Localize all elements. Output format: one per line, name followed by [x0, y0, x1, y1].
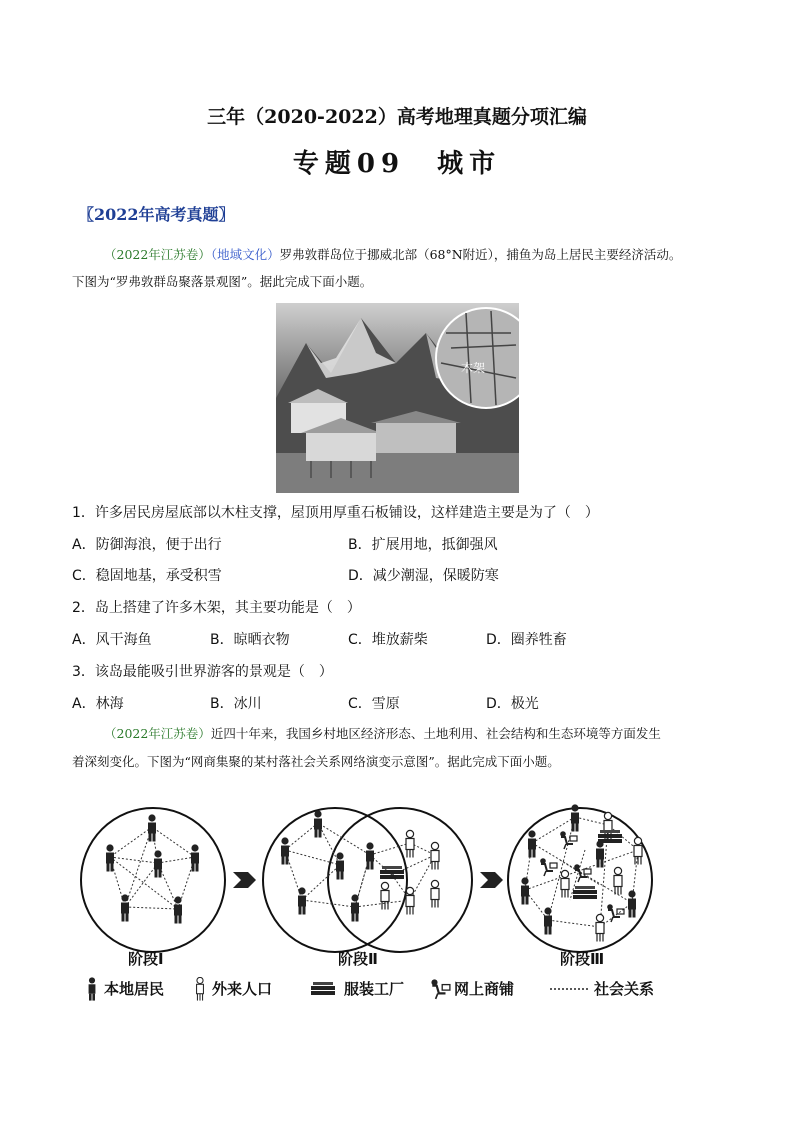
- stage-3-network: [508, 804, 652, 952]
- online-shop-icon: [428, 978, 452, 1000]
- document-title: 三年（2020-2022）高考地理真题分项汇编: [207, 106, 587, 128]
- q3-option-c: C．雪原: [348, 696, 400, 712]
- arrow-2: [480, 872, 503, 888]
- q3-option-b: B．冰川: [210, 696, 262, 712]
- passage1-line2: 下图为“罗弗敦群岛聚落景观图”。据此完成下面小题。: [72, 274, 373, 289]
- q3-option-d: D．极光: [486, 696, 539, 712]
- stage-1-network: [81, 808, 225, 952]
- topic-title: 专题09 城市: [292, 149, 502, 179]
- legend-local-resident: 本地居民: [104, 980, 165, 998]
- legend-migrant: 外来人口: [212, 980, 273, 998]
- passage1-text: 罗弗敦群岛位于挪威北部（68°N附近），捕鱼为岛上居民主要经济活动。: [279, 247, 682, 262]
- passage1-source: （2022年江苏卷）: [104, 247, 211, 262]
- legend-factory: 服装工厂: [344, 980, 405, 998]
- passage1-tag: （地域文化）: [210, 247, 280, 262]
- local-resident-icon: [84, 977, 100, 1001]
- migrant-icon: [192, 977, 208, 1001]
- q2-option-a: A．风干海鱼: [72, 632, 152, 648]
- factory-icon: [308, 980, 338, 998]
- social-relation-icon: [550, 987, 590, 991]
- photo-illustration: [276, 303, 519, 493]
- q1-option-c: C．稳固地基，承受积雪: [72, 568, 222, 584]
- q3-option-a: A．林海: [72, 696, 124, 712]
- q2-option-c: C．堆放薪柴: [348, 632, 428, 648]
- q1-option-a: A．防御海浪，便于出行: [72, 537, 222, 553]
- lofoten-photo: [276, 303, 519, 493]
- diagram-legend: [82, 975, 702, 1001]
- question-3-stem: 3．该岛最能吸引世界游客的景观是（ ）: [72, 664, 333, 680]
- stage-2-network: [263, 808, 472, 952]
- question-2-stem: 2．岛上搭建了许多木架，其主要功能是（ ）: [72, 600, 361, 616]
- stage-1-label: 阶段Ⅰ: [128, 950, 164, 968]
- q1-option-b: B．扩展用地，抵御强风: [348, 537, 498, 553]
- stage-2-label: 阶段Ⅱ: [338, 950, 378, 968]
- section-heading: 〖2022年高考真题〗: [78, 205, 235, 224]
- question-1-stem: 1．许多居民房屋底部以木柱支撑，屋顶用厚重石板铺设，这样建造主要是为了（ ）: [72, 505, 599, 521]
- legend-social-relation: 社会关系: [594, 980, 655, 998]
- q2-option-d: D．圈养牲畜: [486, 632, 567, 648]
- legend-online-shop: 网上商铺: [454, 980, 515, 998]
- passage2-text: 近四十年来，我国乡村地区经济形态、土地利用、社会结构和生态环境等方面发生: [210, 726, 661, 741]
- passage1-line1: [104, 243, 744, 267]
- passage2-line2: 着深刻变化。下图为“网商集聚的某村落社会关系网络演变示意图”。据此完成下面小题。: [72, 754, 560, 769]
- stage-3-label: 阶段Ⅲ: [560, 950, 605, 968]
- network-diagram: [70, 795, 730, 1005]
- passage2-line1: [104, 722, 744, 746]
- q2-option-b: B．晾晒衣物: [210, 632, 290, 648]
- q1-option-d: D．减少潮湿，保暖防寒: [348, 568, 499, 584]
- photo-label: 木架: [461, 361, 486, 375]
- arrow-1: [233, 872, 256, 888]
- passage2-source: （2022年江苏卷）: [104, 726, 211, 741]
